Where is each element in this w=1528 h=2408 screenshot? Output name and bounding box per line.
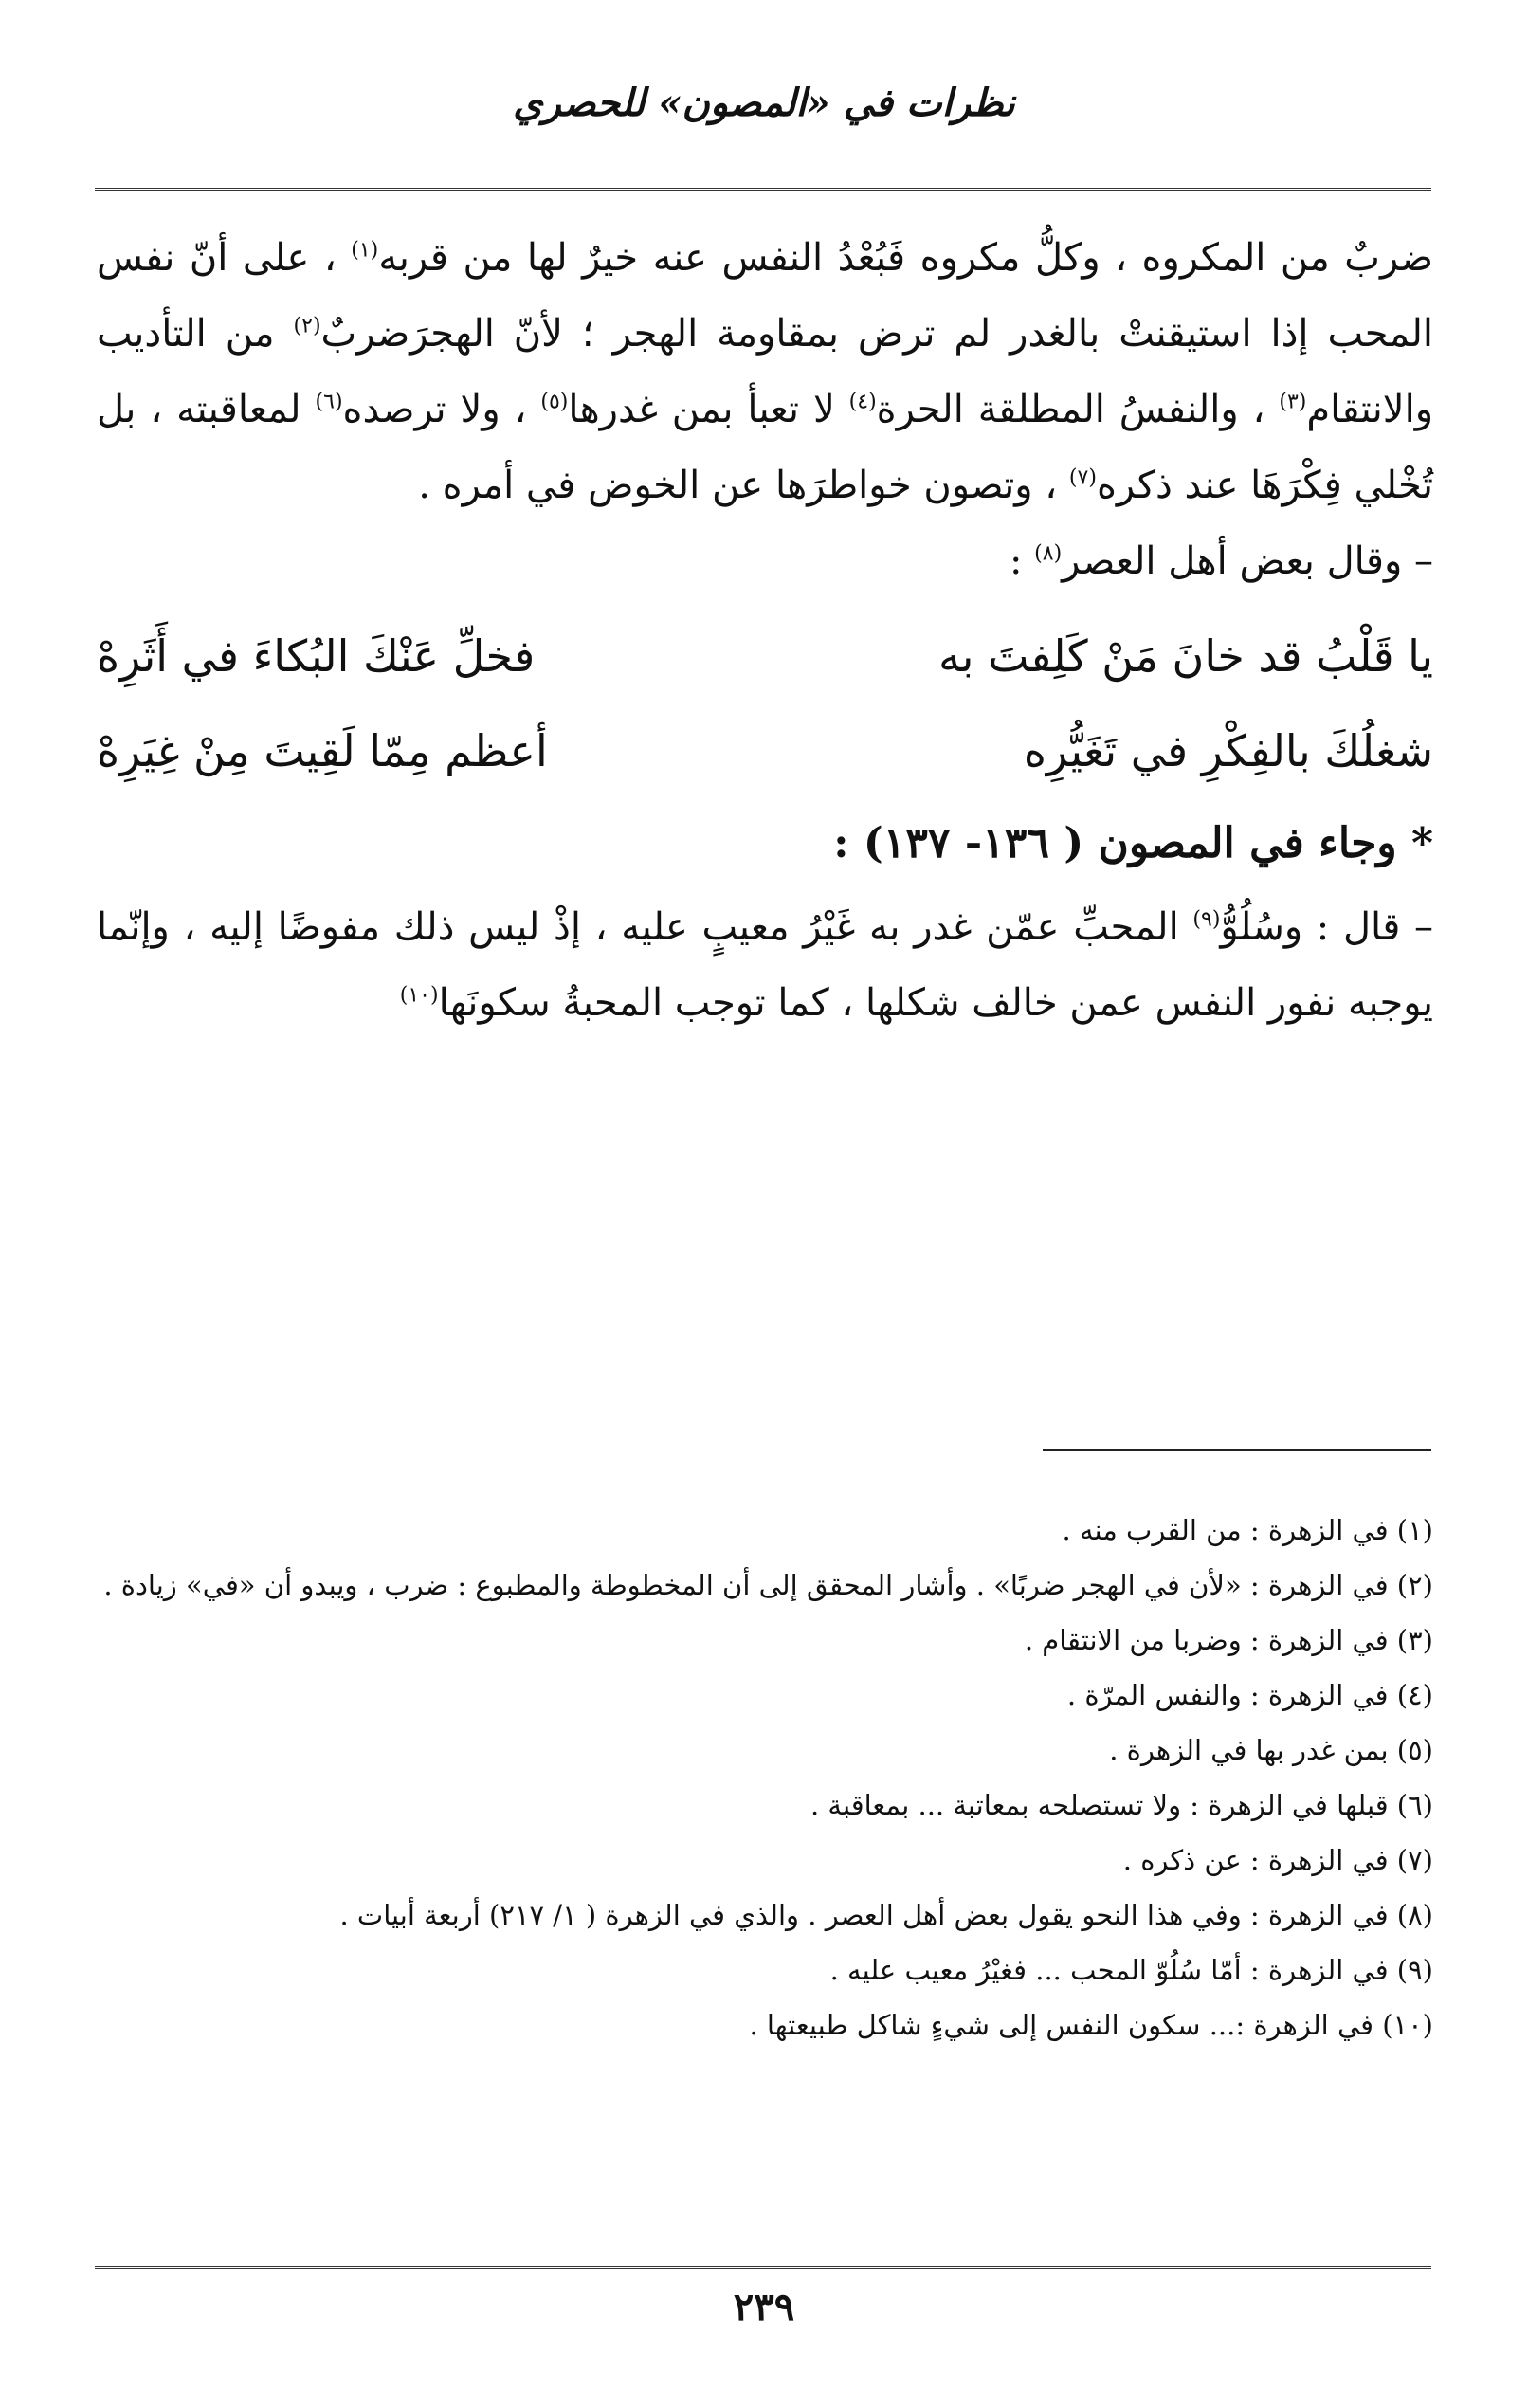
paragraph-1	[97, 220, 1433, 523]
footnote: (١) في الزهرة : من القرب منه .	[1062, 1514, 1433, 1546]
verse-first-hemistich: شغلُكَ بالفِكْرِ في تَغَيُّرِه	[1023, 725, 1433, 776]
footnote-ref: (٥)	[540, 390, 569, 414]
footnote: (٧) في الزهرة : عن ذكره .	[1122, 1844, 1433, 1876]
text-run: لا تعبأ بمن غدرها	[568, 388, 849, 431]
quote-intro	[97, 523, 1433, 599]
footnote: (١٠) في الزهرة :... سكون النفس إلى شيءٍ شاكل طبيعتها .	[749, 2009, 1433, 2041]
section-heading: * وجاء في المصون ( ١٣٦- ١٣٧) :	[833, 819, 1433, 867]
footnote-ref: (٤)	[848, 390, 877, 414]
verse-line	[97, 703, 1433, 798]
footnotes	[97, 1503, 1433, 2052]
text-run: ضربٌ من المكروه ، وكلُّ مكروه فَبُعْدُ النفس عنه خيرٌ لها من قربه	[378, 236, 1433, 280]
header-rule	[95, 188, 1431, 191]
footnote-rule	[1043, 1449, 1431, 1451]
footnote-ref: (٨)	[1034, 541, 1063, 566]
footnote-ref: (٣)	[1279, 390, 1307, 414]
text-run: ، على أنّ نفس المحب إذا استيقنتْ بالغدر لم ترض بمقاومة الهجر ؛ لأنّ الهجرَضربٌ	[97, 236, 1433, 356]
footnote: (٤) في الزهرة : والنفس المرّة .	[1066, 1679, 1433, 1711]
paragraph-2	[97, 889, 1433, 1041]
text-run: :	[1009, 539, 1035, 583]
verse-second-hemistich: فخلِّ عَنْكَ البُكاءَ في أَثَرِهْ	[97, 630, 536, 682]
verse-first-hemistich: يا قَلْبُ قد خانَ مَنْ كَلِفتَ به	[938, 630, 1433, 682]
footnote: (٨) في الزهرة : وفي هذا النحو يقول بعض أهل العصر . والذي في الزهرة ( ١/ ٢١٧) أربعة أبيات .	[339, 1899, 1433, 1931]
footer-rule	[95, 2266, 1431, 2269]
text-run: من التأديب والانتقام	[97, 312, 1434, 431]
footnote: (٣) في الزهرة : وضربا من الانتقام .	[1024, 1624, 1433, 1656]
running-header: نظرات في «المصون» للحصري	[513, 81, 1015, 125]
footnote: (٩) في الزهرة : أمّا سُلُوّ المحب ... فغيْرُ معيب عليه .	[829, 1954, 1433, 1986]
footnote-ref: (٧)	[1068, 465, 1097, 490]
verse-block	[97, 609, 1433, 798]
footnote: (٥) بمن غدر بها في الزهرة .	[1109, 1734, 1433, 1766]
verse-second-hemistich: أعظم مِمّا لَقِيتَ مِنْ غِيَرِهْ	[97, 725, 548, 776]
footnote-ref: (٩)	[1192, 907, 1221, 932]
footnote: (٢) في الزهرة : «لأن في الهجر ضربًا» . وأشار المحقق إلى أن المخطوطة والمطبوع : ضرب ، ويبدو أن «في» زيادة .	[103, 1569, 1433, 1601]
page-number: ٢٣٩	[733, 2285, 795, 2329]
footnote-ref: (١)	[351, 238, 379, 263]
text-run: المحبِّ عمّن غدر به غَيْرُ معيبٍ عليه ، إذْ ليس ذلك مفوضًا إليه ، وإنّما يوجبه نفور النفس عمن خالف شكلها ، كما توجب المحبةُ سكونَها	[97, 905, 1433, 1025]
verse-line	[97, 609, 1433, 703]
text-run: – وقال بعض أهل العصر	[1062, 539, 1433, 583]
text-run: لمعاقبته ، بل تُخْلي فِكْرَهَا عند ذكره	[97, 388, 1433, 507]
footnote-ref: (٢)	[293, 314, 321, 338]
footnote: (٦) قبلها في الزهرة : ولا تستصلحه بمعاتبة ... بمعاقبة .	[810, 1789, 1433, 1821]
footnote-ref: (٦)	[315, 390, 343, 414]
text-run: – قال : وسُلُوُّ	[1220, 905, 1433, 949]
text-run: ، وتصون خواطرَها عن الخوض في أمره .	[418, 464, 1069, 507]
text-run: ، والنفسُ المطلقة الحرة	[876, 388, 1280, 431]
text-run: ، ولا ترصده	[342, 388, 541, 431]
main-text	[97, 220, 1433, 1041]
footnote-ref: (١٠)	[399, 983, 439, 1008]
